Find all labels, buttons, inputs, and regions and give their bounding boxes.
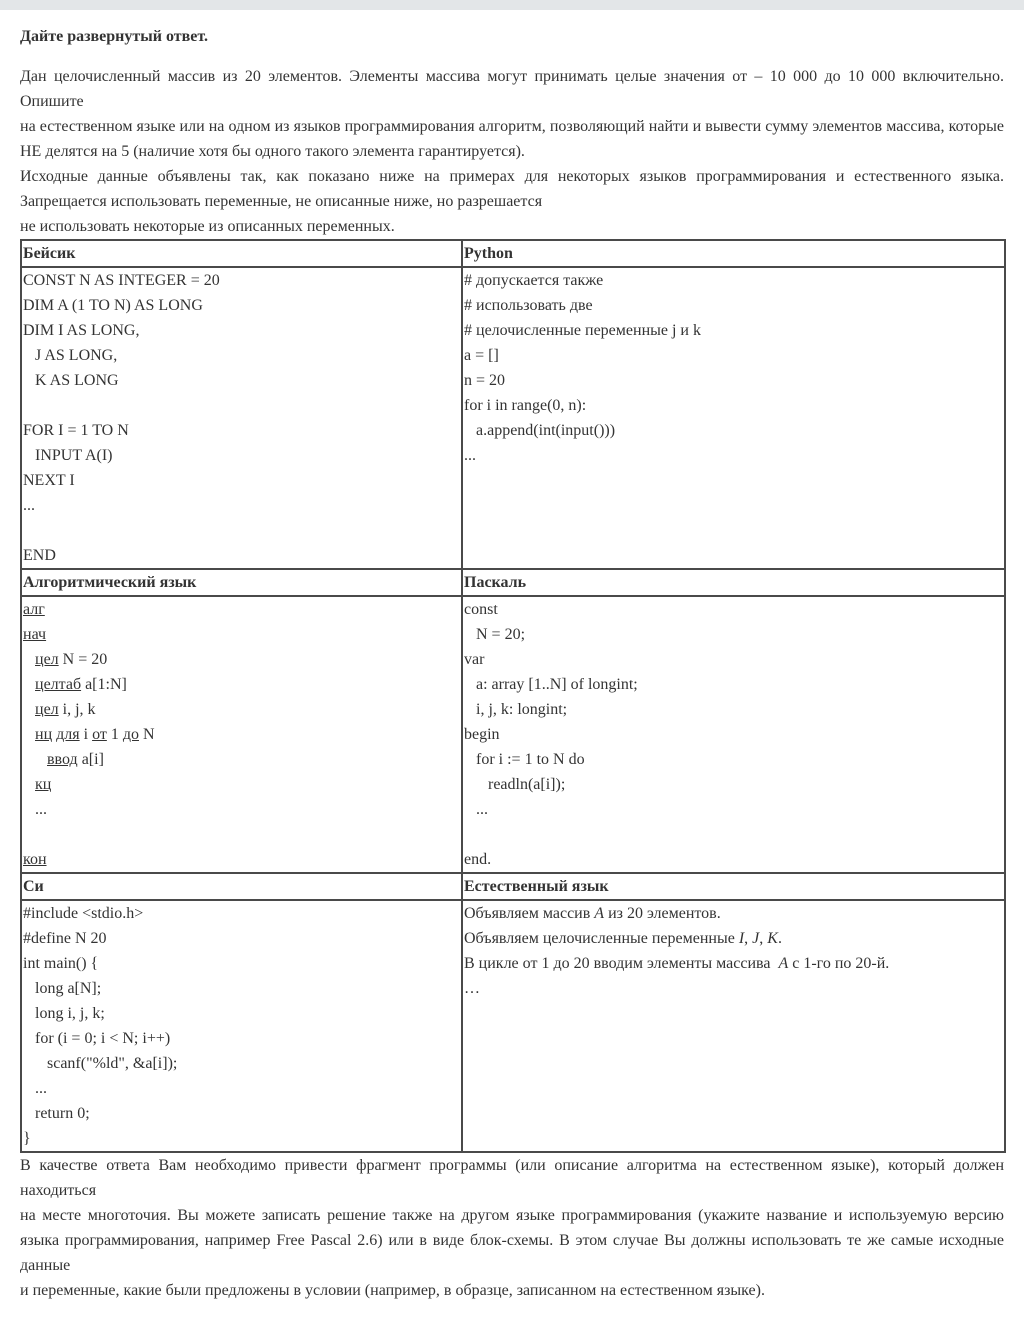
keyword: цел	[35, 651, 59, 668]
code-text: N = 20	[58, 651, 108, 668]
variable: I	[738, 930, 745, 947]
task-content	[20, 24, 1004, 1303]
text: ,	[759, 930, 768, 947]
code-examples-table	[20, 239, 1006, 1153]
code-text: a[1:N]	[81, 676, 127, 693]
code-text: i, j, k	[58, 701, 96, 718]
intro-paragraph-2: на естественном языке или на одном из языков программирования алгоритм, позволяющий найти и вывести сумму элементов массива, которые НЕ делятся на 5 (наличие хотя бы одного такого элемента гарантируется).	[20, 118, 1004, 160]
code-line: #define N 20	[23, 930, 107, 947]
code-line: var	[464, 651, 485, 668]
code-line	[23, 822, 461, 847]
keyword: до	[122, 726, 139, 743]
code-line: # допускается также	[464, 272, 604, 289]
code-line: K AS LONG	[23, 372, 119, 389]
text-line	[464, 926, 1004, 951]
code-line: FOR I = 1 TO N	[23, 422, 129, 439]
code-line: long i, j, k;	[23, 1005, 105, 1022]
code-line: NEXT I	[23, 472, 75, 489]
code-line: int main() {	[23, 955, 99, 972]
algo-code	[21, 596, 462, 873]
code-line	[23, 672, 461, 697]
text: В цикле от 1 до 20 вводим элементы массива	[464, 955, 779, 972]
code-line: const	[464, 601, 498, 618]
pascal-code	[462, 596, 1005, 873]
code-line: a.append(int(input()))	[464, 422, 616, 439]
basic-header: Бейсик	[21, 240, 462, 267]
code-line: n = 20	[464, 372, 506, 389]
code-line: ...	[23, 1080, 47, 1097]
code-line	[23, 622, 461, 647]
code-line: return 0;	[23, 1105, 90, 1122]
code-line: CONST N AS INTEGER = 20	[23, 272, 220, 289]
text: Объявляем массив	[464, 905, 595, 922]
python-header: Python	[462, 240, 1005, 267]
variable: A	[778, 955, 789, 972]
basic-code	[21, 267, 462, 569]
code-line: scanf("%ld", &a[i]);	[23, 1055, 178, 1072]
code-line: for (i = 0; i < N; i++)	[23, 1030, 171, 1047]
code-line: J AS LONG,	[23, 347, 118, 364]
natural-description	[462, 900, 1005, 1152]
code-line	[23, 518, 461, 543]
keyword: цел	[35, 701, 59, 718]
code-line: DIM A (1 TO N) AS LONG	[23, 297, 203, 314]
text: с 1-го по 20-й.	[788, 955, 890, 972]
text-line: …	[464, 980, 480, 997]
code-line: a: array [1..N] of longint;	[464, 676, 638, 693]
code-line: begin	[464, 726, 500, 743]
top-bar	[0, 0, 1024, 10]
code-line	[23, 597, 461, 622]
code-line: ...	[23, 497, 35, 514]
code-line	[23, 772, 461, 797]
keyword: нц	[35, 726, 53, 743]
text-line	[464, 901, 1004, 926]
intro-paragraph-3: Исходные данные объявлены так, как показано ниже на примерах для некоторых языков программирования и естественного языка. Запрещается использовать переменные, не описанные ниже, но разрешается	[20, 168, 1004, 210]
code-line	[23, 697, 461, 722]
text: Объявляем целочисленные переменные	[464, 930, 739, 947]
code-line: }	[23, 1130, 31, 1147]
code-line: END	[23, 547, 56, 564]
code-line	[23, 647, 461, 672]
code-line	[23, 747, 461, 772]
variable: K	[767, 930, 778, 947]
code-line: i, j, k: longint;	[464, 701, 568, 718]
keyword: целтаб	[35, 676, 82, 693]
code-line: ...	[23, 801, 47, 818]
outro-paragraph-3: и переменные, какие были предложены в условии (например, в образце, записанном на естественном языке).	[20, 1282, 765, 1299]
text-line	[464, 951, 1004, 976]
task-heading: Дайте развернутый ответ.	[20, 28, 208, 45]
code-line: #include <stdio.h>	[23, 905, 144, 922]
variable: J	[752, 930, 760, 947]
code-line	[23, 847, 461, 872]
code-text: N	[138, 726, 155, 743]
keyword: ввод	[47, 751, 78, 768]
keyword: алг	[23, 601, 45, 618]
code-line: DIM I AS LONG,	[23, 322, 140, 339]
keyword: кц	[35, 776, 52, 793]
code-text: a[i]	[77, 751, 104, 768]
code-line: INPUT A(I)	[23, 447, 113, 464]
code-text: 1	[106, 726, 123, 743]
text: .	[777, 930, 782, 947]
code-line: a = []	[464, 347, 499, 364]
code-text: i	[79, 726, 93, 743]
python-code	[462, 267, 1005, 569]
code-line: readln(a[i]);	[464, 776, 566, 793]
code-line	[23, 393, 461, 418]
code-line: # использовать две	[464, 297, 593, 314]
keyword: нач	[23, 626, 47, 643]
keyword: для	[56, 726, 80, 743]
code-line	[23, 722, 461, 747]
natural-header: Естественный язык	[462, 873, 1005, 900]
outro-paragraph-1: В качестве ответа Вам необходимо привести фрагмент программы (или описание алгоритма на естественном языке), который должен находиться	[20, 1157, 1004, 1199]
algo-header: Алгоритмический язык	[21, 569, 462, 596]
code-line: N = 20;	[464, 626, 526, 643]
code-line: long a[N];	[23, 980, 102, 997]
code-line: for i in range(0, n):	[464, 397, 587, 414]
variable: A	[594, 905, 605, 922]
c-header: Си	[21, 873, 462, 900]
intro-paragraph-1: Дан целочисленный массив из 20 элементов. Элементы массива могут принимать целые значения от – 10 000 до 10 000 включительно. Опишите	[20, 68, 1004, 110]
outro-paragraph-2: на месте многоточия. Вы можете записать решение также на другом языке программирования (укажите название и используемую версию языка программирования, например Free Pascal 2.6) или в виде блок-схемы. В этом случае Вы должны использовать те же самые исходные данные	[20, 1207, 1004, 1274]
text: ,	[744, 930, 753, 947]
code-line: for i := 1 to N do	[464, 751, 585, 768]
code-line: end.	[464, 851, 492, 868]
intro-paragraph-4: не использовать некоторые из описанных переменных.	[20, 218, 395, 235]
pascal-header: Паскаль	[462, 569, 1005, 596]
code-line: ...	[464, 801, 488, 818]
code-line: # целочисленные переменные j и k	[464, 322, 701, 339]
code-line: ...	[464, 447, 476, 464]
c-code	[21, 900, 462, 1152]
keyword: от	[92, 726, 107, 743]
code-line	[464, 822, 1004, 847]
keyword: кон	[23, 851, 47, 868]
text: из 20 элементов.	[604, 905, 721, 922]
